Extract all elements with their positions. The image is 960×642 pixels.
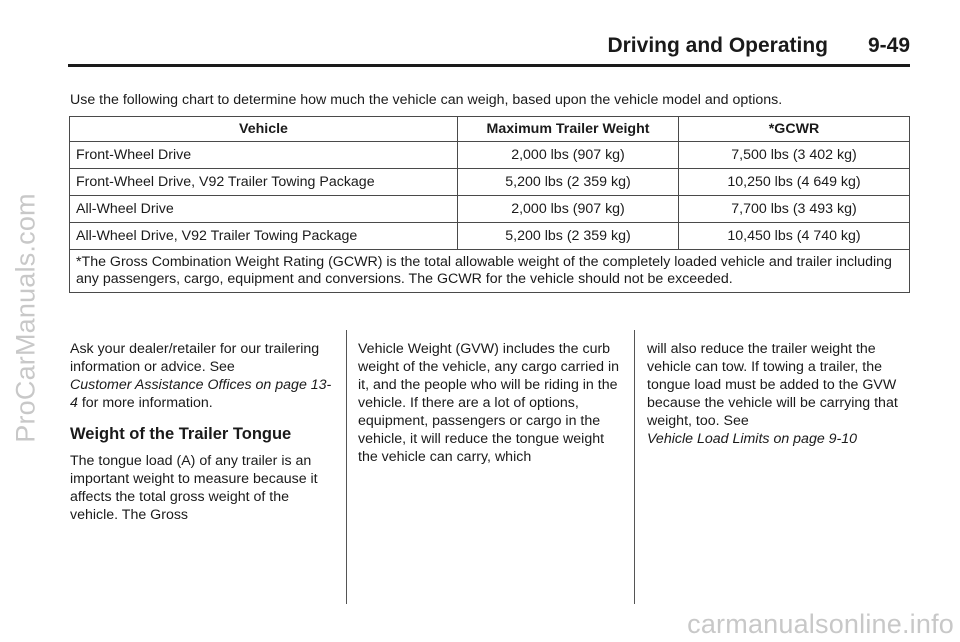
table-cell: 7,700 lbs (3 493 kg) xyxy=(679,196,910,223)
table-cell: 7,500 lbs (3 402 kg) xyxy=(679,142,910,169)
text-column-2 xyxy=(358,340,626,466)
table-row xyxy=(70,196,910,223)
watermark-vertical xyxy=(2,18,50,618)
watermark-text: ProCarManuals.com xyxy=(10,193,41,443)
footer-watermark: carmanualsonline.info xyxy=(687,609,954,639)
table-cell: 2,000 lbs (907 kg) xyxy=(458,196,679,223)
column-header-max-trailer-weight: Maximum Trailer Weight xyxy=(458,117,679,142)
paragraph xyxy=(647,340,915,448)
table-cell: Front-Wheel Drive xyxy=(70,142,458,169)
table-row xyxy=(70,142,910,169)
column-header-vehicle: Vehicle xyxy=(70,117,458,142)
column-divider xyxy=(346,330,347,604)
table-cell: 10,250 lbs (4 649 kg) xyxy=(679,169,910,196)
cross-reference-link[interactable]: Customer Assistance Offices on page 13-4 xyxy=(70,377,332,411)
paragraph-text: for more information. xyxy=(77,395,213,411)
table-footnote-row xyxy=(70,250,910,293)
page-header xyxy=(68,26,910,67)
paragraph-text: will also reduce the trailer weight the vehicle can tow. If towing a trailer, the tongue load must be added to the GVW because the vehicle will be carrying that weight, too. See xyxy=(647,341,898,429)
column-header-gcwr: *GCWR xyxy=(679,117,910,142)
table-cell: All-Wheel Drive xyxy=(70,196,458,223)
table-row xyxy=(70,223,910,250)
table-footnote: *The Gross Combination Weight Rating (GCWR) is the total allowable weight of the completely loaded vehicle and trailer including any passengers, cargo, equipment and conversions. The GCWR for the vehicle should not be exceeded. xyxy=(70,250,910,293)
table-cell: 5,200 lbs (2 359 kg) xyxy=(458,223,679,250)
table-header-row xyxy=(70,117,910,142)
paragraph-text: Ask your dealer/retailer for our trailering information or advice. See xyxy=(70,341,320,375)
text-column-3 xyxy=(647,340,915,448)
table-cell: 10,450 lbs (4 740 kg) xyxy=(679,223,910,250)
trailer-weight-table xyxy=(69,116,910,293)
paragraph: The tongue load (A) of any trailer is an important weight to measure because it affects the total gross weight of the vehicle. The Gross xyxy=(70,453,318,523)
table-row xyxy=(70,169,910,196)
column-divider xyxy=(634,330,635,604)
paragraph xyxy=(70,340,338,412)
table-cell: All-Wheel Drive, V92 Trailer Towing Package xyxy=(70,223,458,250)
table-cell: 2,000 lbs (907 kg) xyxy=(458,142,679,169)
text-column-1 xyxy=(70,340,338,524)
cross-reference-link[interactable]: Vehicle Load Limits on page 9-10 xyxy=(647,431,858,447)
subheading: Weight of the Trailer Tongue xyxy=(70,425,292,443)
intro-text: Use the following chart to determine how much the vehicle can weigh, based upon the vehicle model and options. xyxy=(70,92,783,108)
table-cell: 5,200 lbs (2 359 kg) xyxy=(458,169,679,196)
page-number: 9-49 xyxy=(867,34,910,57)
paragraph: Vehicle Weight (GVW) includes the curb weight of the vehicle, any cargo carried in it, and the people who will be riding in the vehicle. If there are a lot of options, equipment, passengers or cargo in the vehicle, it will reduce the tongue weight the vehicle can carry, which xyxy=(358,341,620,465)
section-title: Driving and Operating xyxy=(607,34,828,57)
table-cell: Front-Wheel Drive, V92 Trailer Towing Package xyxy=(70,169,458,196)
